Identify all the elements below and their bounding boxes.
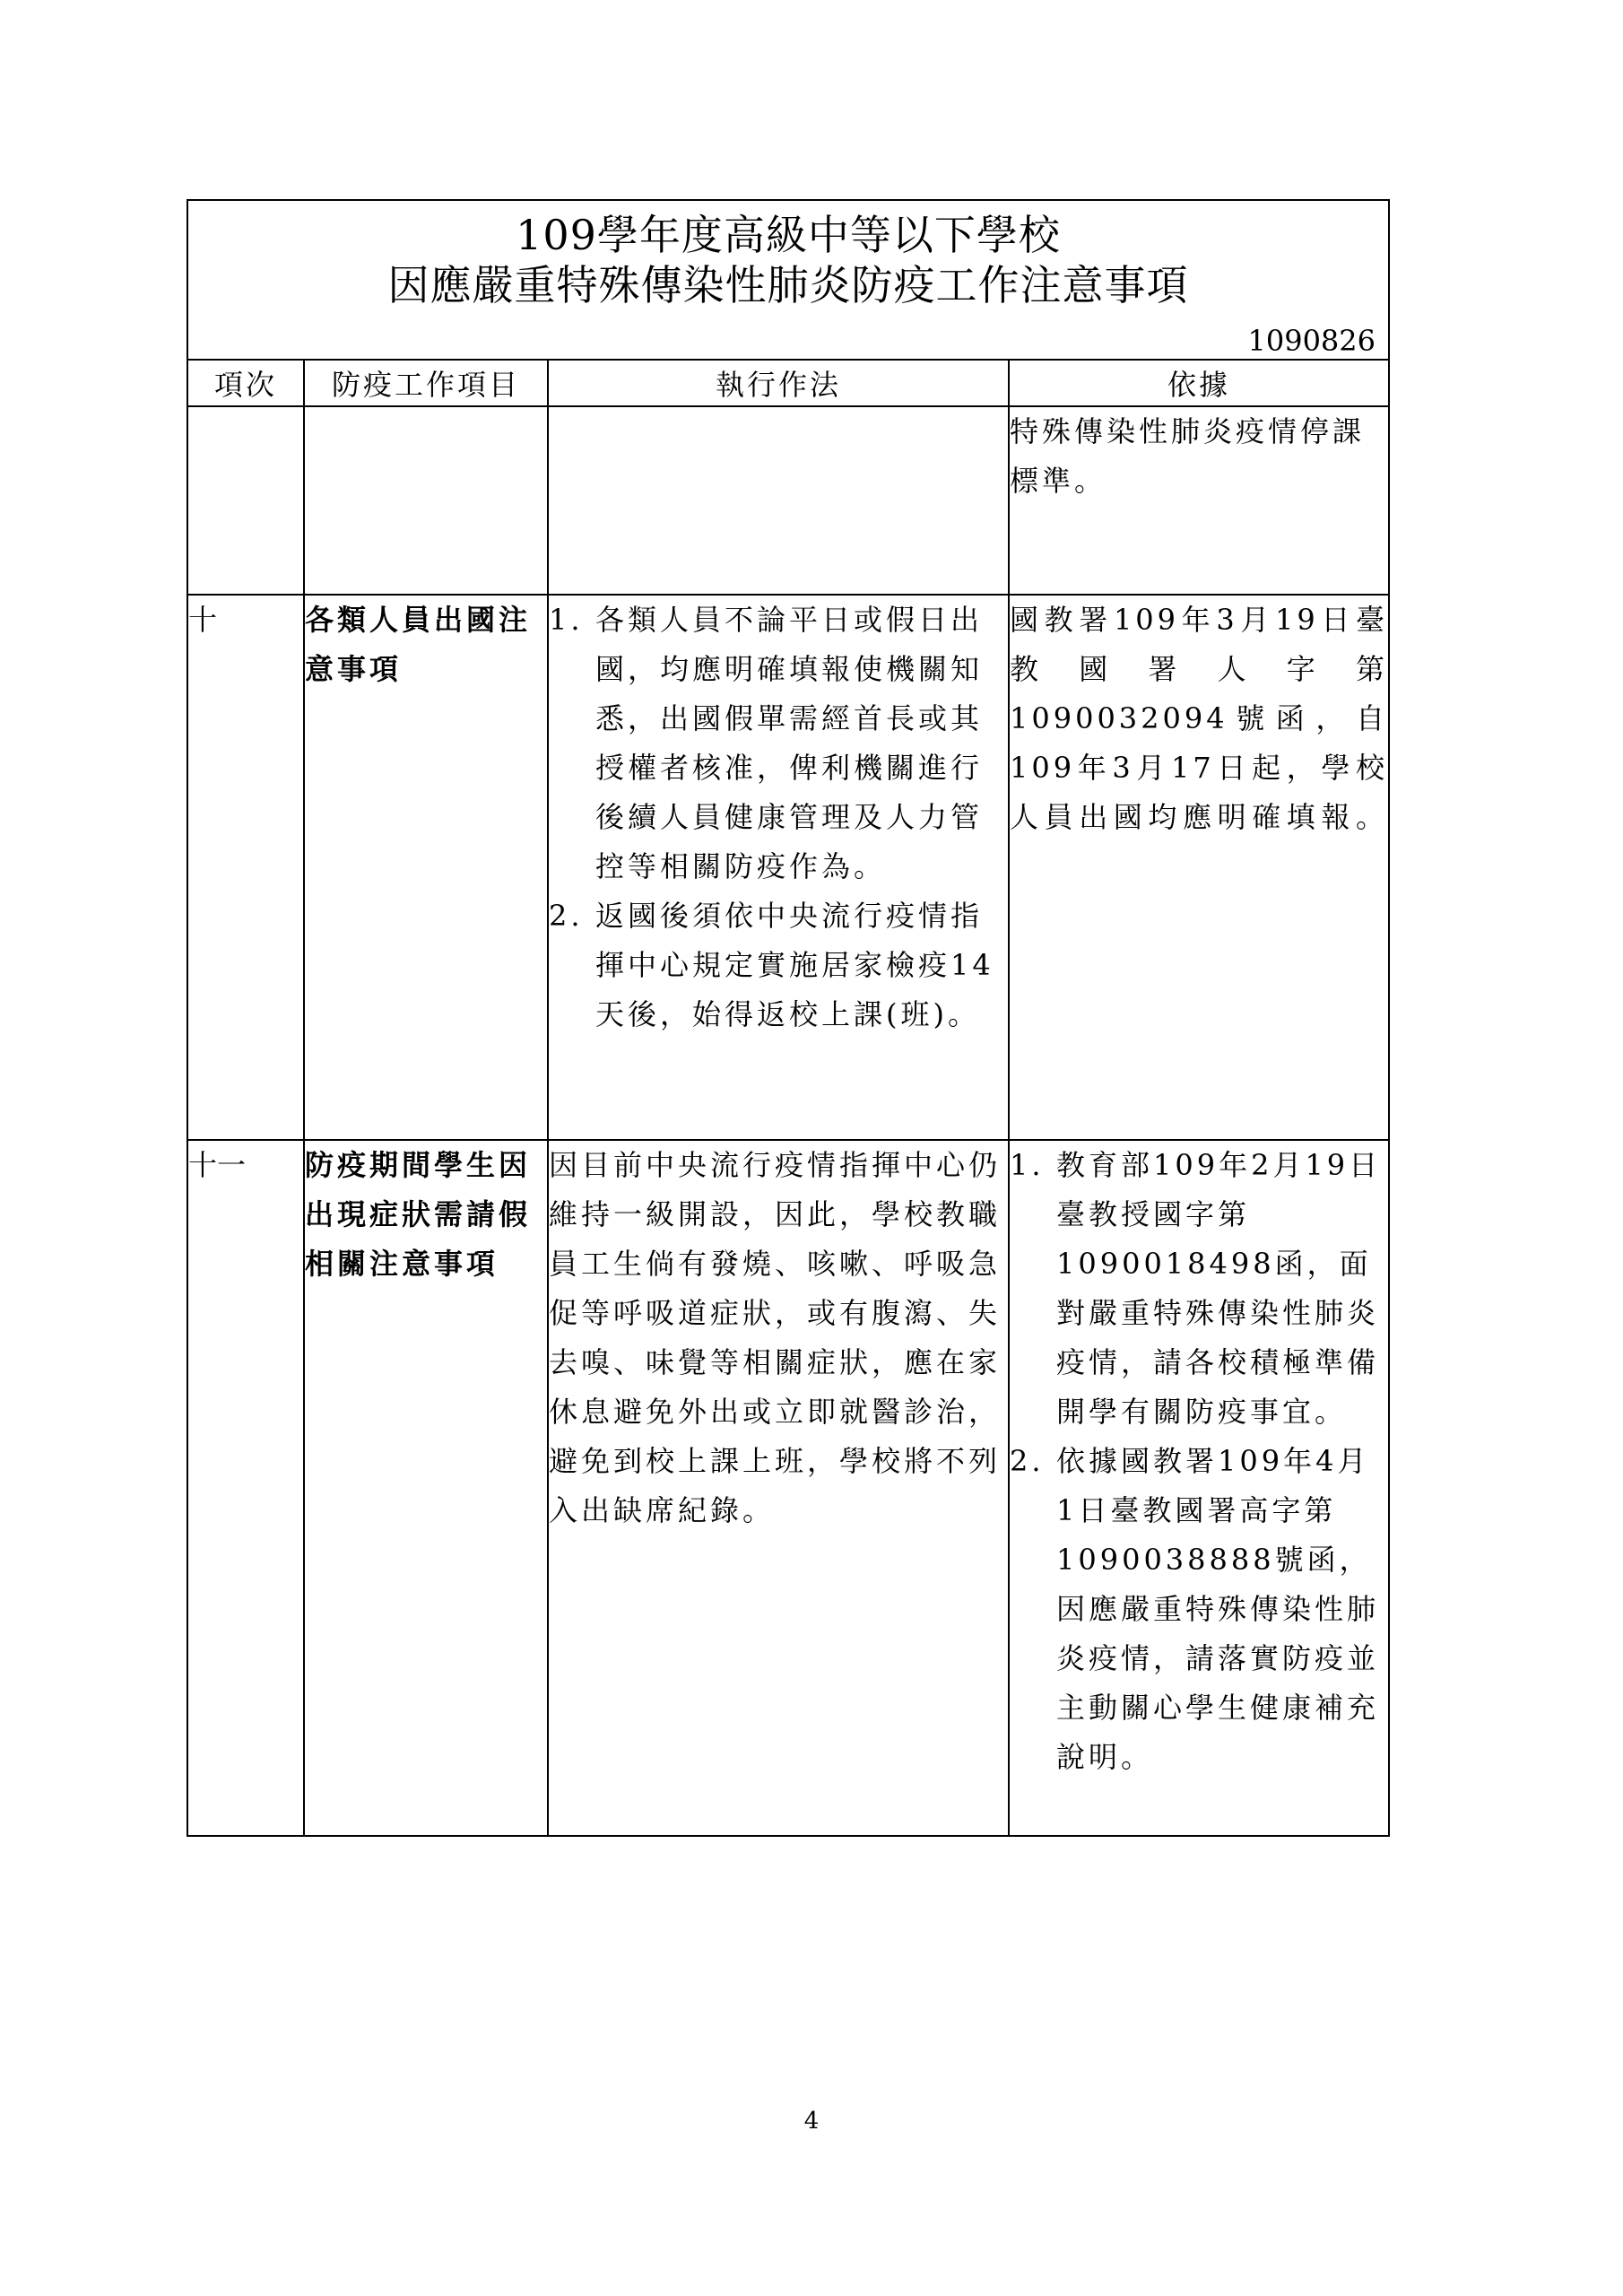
method-steps bbox=[549, 596, 1008, 1039]
list-text: 各類人員不論平日或假日出國，均應明確填報使機關知悉，出國假單需經首長或其授權者核准，俾利機關進行後續人員健康管理及人力管控等相關防疫作為。 bbox=[595, 603, 984, 883]
list-text: 返國後須依中央流行疫情指揮中心規定實施居家檢疫14天後，始得返校上課(班)。 bbox=[595, 899, 994, 1031]
method-cell: 因目前中央流行疫情指揮中心仍維持一級開設，因此，學校教職員工生倘有發燒、咳嗽、呼吸急促等呼吸道症狀，或有腹瀉、失去嗅、味覺等相關症狀，應在家休息避免外出或立即就醫診治，避免到校上課上班，學校將不列入出缺席紀錄。 bbox=[548, 1140, 1009, 1836]
list-item bbox=[549, 891, 1008, 1039]
document-title: 109學年度高級中等以下學校 bbox=[516, 211, 1061, 259]
guidelines-table bbox=[187, 199, 1390, 1837]
table-header-row bbox=[187, 360, 1389, 406]
method-cell bbox=[548, 595, 1009, 1140]
document-subtitle: 因應嚴重特殊傳染性肺炎防疫工作注意事項 bbox=[387, 261, 1189, 309]
list-item bbox=[549, 596, 1008, 891]
list-marker: 1. bbox=[549, 603, 584, 637]
header-item: 防疫工作項目 bbox=[304, 360, 548, 406]
table-row bbox=[187, 595, 1389, 1140]
list-marker: 2. bbox=[549, 899, 584, 933]
cell-empty bbox=[548, 406, 1009, 595]
basis-steps bbox=[1010, 1141, 1388, 1782]
list-item bbox=[1010, 1437, 1388, 1782]
list-text: 教育部109年2月19日臺教授國字第1090018498函，面對嚴重特殊傳染性肺炎疫情，請各校積極準備開學有關防疫事宜。 bbox=[1056, 1148, 1382, 1429]
title-cell bbox=[187, 200, 1389, 360]
cell-empty bbox=[304, 406, 548, 595]
item-cell: 各類人員出國注意事項 bbox=[304, 595, 548, 1140]
list-marker: 2. bbox=[1010, 1444, 1045, 1478]
cell-empty bbox=[187, 406, 304, 595]
list-text: 依據國教署109年4月1日臺教國署高字第1090038888號函，因應嚴重特殊傳染性肺炎疫情，請落實防疫並主動關心學生健康補充說明。 bbox=[1056, 1444, 1380, 1774]
list-item bbox=[1010, 1141, 1388, 1437]
basis-cell: 國教署109年3月19日臺教國署人字第1090032094號函，自109年3月17日起，學校人員出國均應明確填報。 bbox=[1009, 595, 1389, 1140]
list-marker: 1. bbox=[1010, 1148, 1045, 1182]
table-row-continued bbox=[187, 406, 1389, 595]
item-cell: 防疫期間學生因出現症狀需請假相關注意事項 bbox=[304, 1140, 548, 1836]
header-basis: 依據 bbox=[1009, 360, 1389, 406]
basis-cell bbox=[1009, 1140, 1389, 1836]
header-number: 項次 bbox=[187, 360, 304, 406]
row-number: 十一 bbox=[187, 1140, 304, 1836]
document-code: 1090826 bbox=[1247, 324, 1376, 358]
document-page bbox=[187, 199, 1388, 1837]
row-number: 十 bbox=[187, 595, 304, 1140]
page-number: 4 bbox=[803, 2108, 820, 2135]
basis-cell: 特殊傳染性肺炎疫情停課標準。 bbox=[1009, 406, 1389, 595]
table-row bbox=[187, 1140, 1389, 1836]
header-method: 執行作法 bbox=[548, 360, 1009, 406]
